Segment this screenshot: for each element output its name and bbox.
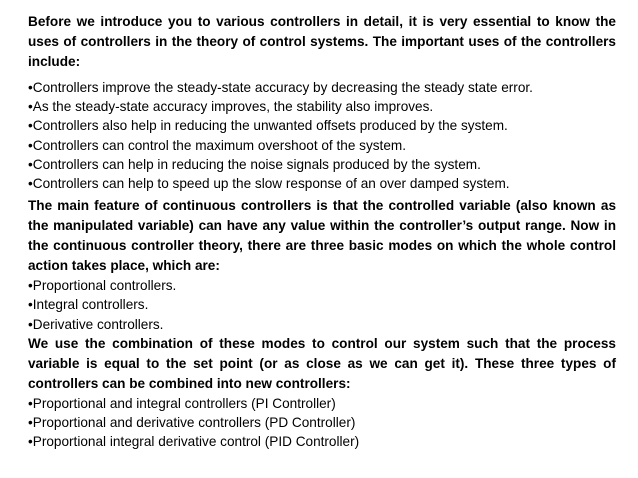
combined-list: [28, 394, 616, 452]
intro-paragraph: Before we introduce you to various controllers in detail, it is very essential to know the uses of controllers in the theory of control systems. The important uses of the controllers include:: [28, 14, 616, 69]
uses-list: [28, 78, 616, 193]
list-item: •Proportional integral derivative control (PID Controller): [28, 434, 360, 450]
list-item: •Controllers also help in reducing the unwanted offsets produced by the system.: [28, 118, 508, 134]
list-item: •Proportional and integral controllers (PI Controller): [28, 395, 336, 411]
list-item: •As the steady-state accuracy improves, the stability also improves.: [28, 99, 434, 115]
list-item: •Controllers can help to speed up the slow response of an over damped system.: [28, 176, 510, 192]
continuous-paragraph: The main feature of continuous controllers is that the controlled variable (also known as the manipulated variable) can have any value within the controller’s output range. Now in the continuous controller theory, there are three basic modes on which the whole control action takes place, which are:: [28, 198, 616, 274]
list-item: •Integral controllers.: [28, 297, 149, 313]
list-item: •Controllers improve the steady-state accuracy by decreasing the steady state error.: [28, 80, 533, 95]
combination-paragraph: We use the combination of these modes to control our system such that the process variable is equal to the set point (or as close as we can get it). These three types of controllers can be combined into new controllers:: [28, 335, 616, 391]
list-item: •Proportional and derivative controllers (PD Controller): [28, 415, 356, 431]
list-item: •Derivative controllers.: [28, 316, 164, 332]
list-item: •Controllers can control the maximum overshoot of the system.: [28, 137, 406, 153]
slide-content: [28, 12, 616, 451]
list-item: •Proportional controllers.: [28, 278, 177, 294]
list-item: •Controllers can help in reducing the noise signals produced by the system.: [28, 156, 481, 172]
modes-list: [28, 276, 616, 334]
